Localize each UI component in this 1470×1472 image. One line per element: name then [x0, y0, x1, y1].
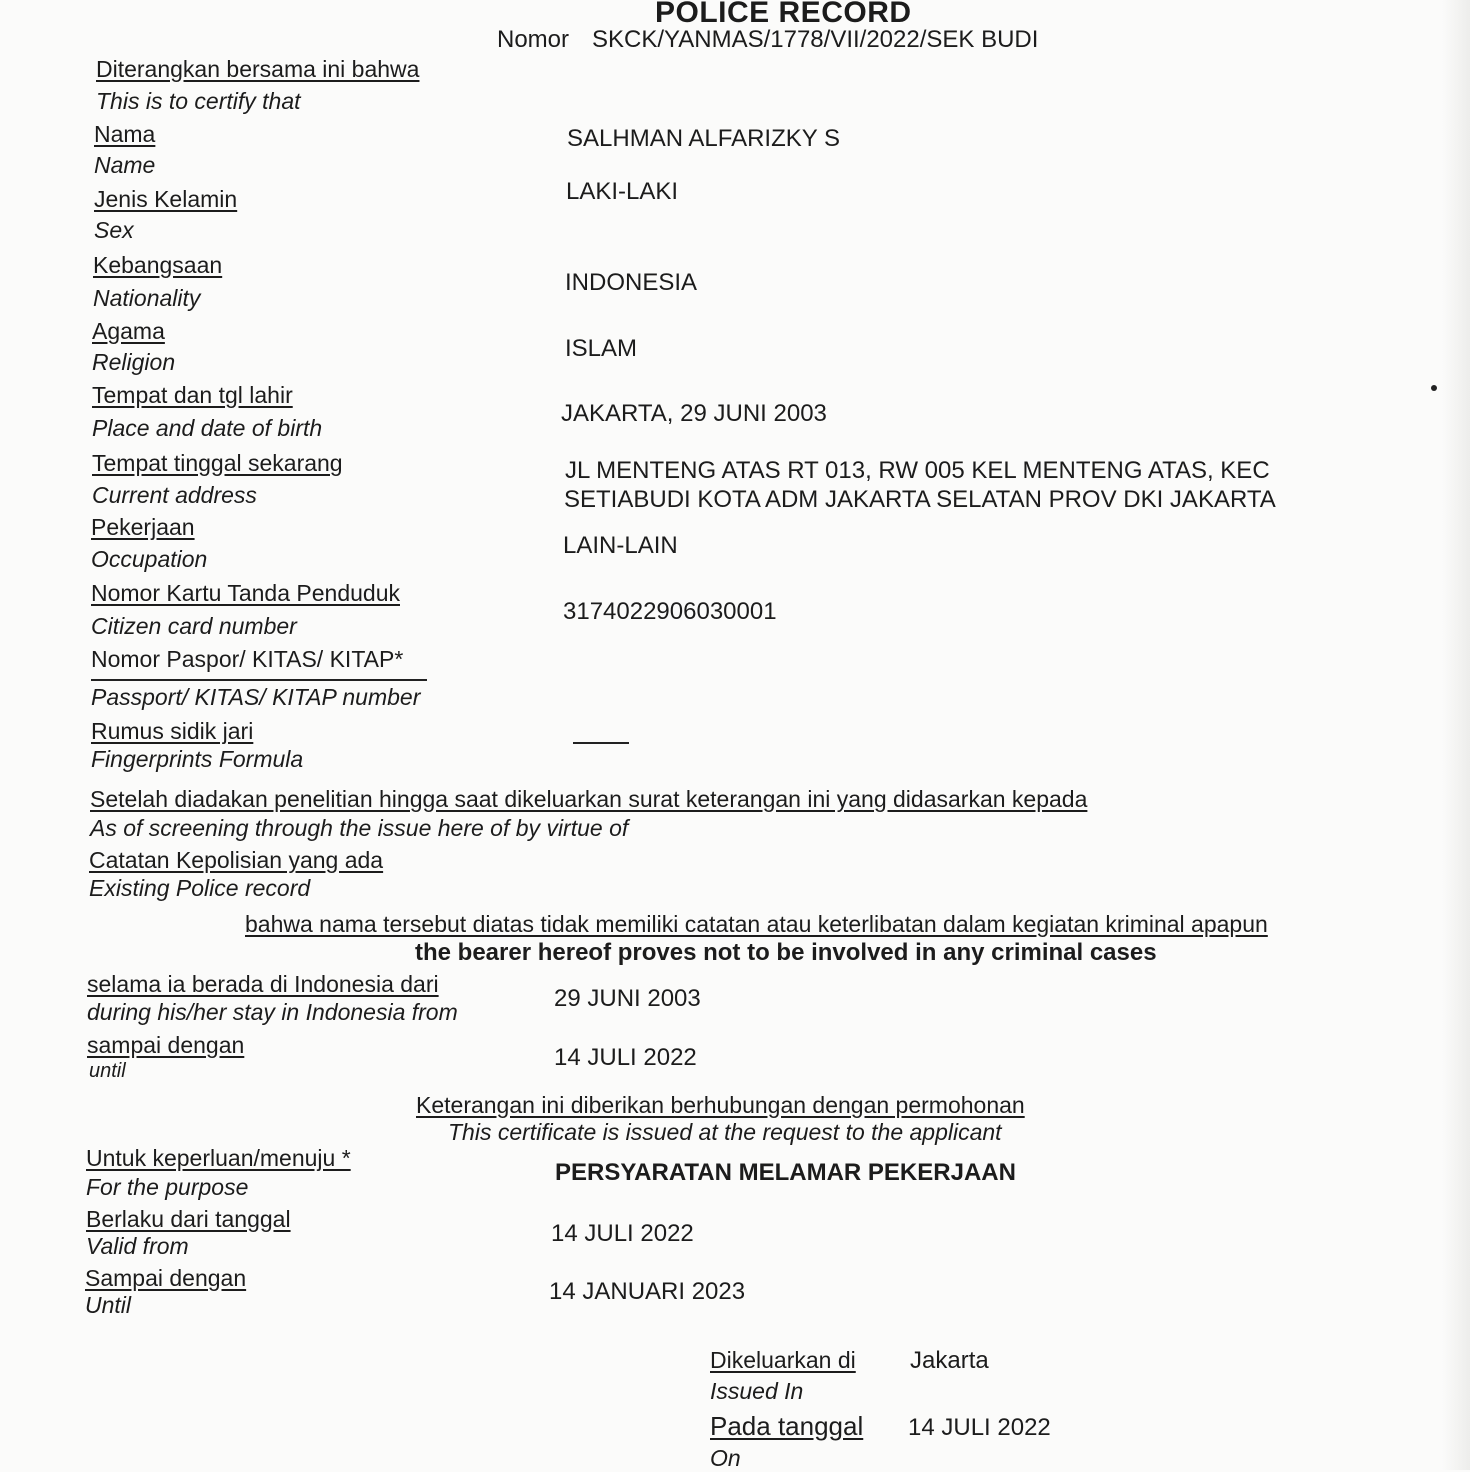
- citizen-card-value: 3174022906030001: [563, 598, 777, 625]
- valid-until-value: 14 JANUARI 2023: [549, 1278, 746, 1305]
- fingerprint-label-en: Fingerprints Formula: [91, 746, 304, 772]
- document-title: POLICE RECORD: [655, 0, 912, 29]
- valid-from-value: 14 JULI 2022: [551, 1220, 694, 1247]
- address-label-id: Tempat tinggal sekarang: [92, 450, 343, 476]
- statement-id: bahwa nama tersebut diatas tidak memiliki catatan atau keterlibatan dalam kegiatan kriminal apapun: [245, 911, 1268, 937]
- valid-until-label-en: Until: [85, 1292, 132, 1318]
- issued-in-value: Jakarta: [910, 1347, 989, 1374]
- address-label-en: Current address: [92, 482, 257, 508]
- record-label-id: Catatan Kepolisian yang ada: [89, 847, 384, 873]
- fingerprint-label-id: Rumus sidik jari: [91, 718, 254, 744]
- birth-label-en: Place and date of birth: [92, 415, 323, 441]
- issued-on-label-en: On: [710, 1445, 741, 1471]
- occupation-label-id: Pekerjaan: [91, 514, 195, 540]
- birth-label-id: Tempat dan tgl lahir: [92, 382, 293, 408]
- name-label-en: Name: [94, 152, 156, 178]
- statement-en: the bearer hereof proves not to be involved in any criminal cases: [415, 939, 1157, 966]
- issued-on-label-id: Pada tanggal: [710, 1411, 864, 1441]
- stay-from-label-id: selama ia berada di Indonesia dari: [87, 971, 439, 997]
- nationality-value: INDONESIA: [565, 269, 698, 296]
- stay-until-value: 14 JULI 2022: [554, 1044, 697, 1071]
- purpose-label-id: Untuk keperluan/menuju *: [86, 1145, 351, 1171]
- nomor-label: Nomor: [497, 26, 570, 53]
- sex-label-id: Jenis Kelamin: [94, 186, 238, 212]
- sex-label-en: Sex: [94, 217, 134, 243]
- passport-label-id: Nomor Paspor/ KITAS/ KITAP*: [91, 646, 404, 672]
- stay-until-label-id: sampai dengan: [87, 1032, 245, 1058]
- occupation-value: LAIN-LAIN: [563, 532, 678, 559]
- stay-until-label-en: until: [89, 1060, 126, 1082]
- valid-from-label-en: Valid from: [86, 1233, 189, 1259]
- issued-on-value: 14 JULI 2022: [908, 1414, 1051, 1441]
- religion-label-id: Agama: [92, 318, 165, 344]
- purpose-value: PERSYARATAN MELAMAR PEKERJAAN: [555, 1159, 1016, 1186]
- address-value-line2: SETIABUDI KOTA ADM JAKARTA SELATAN PROV DKI JAKARTA: [564, 486, 1276, 513]
- record-label-en: Existing Police record: [89, 875, 311, 901]
- birth-value: JAKARTA, 29 JUNI 2003: [561, 400, 827, 427]
- fingerprint-blank-line: [573, 742, 629, 744]
- passport-underline: [91, 679, 427, 681]
- religion-label-en: Religion: [92, 349, 176, 375]
- stay-from-label-en: during his/her stay in Indonesia from: [87, 999, 458, 1025]
- request-label-en: This certificate is issued at the request to the applicant: [448, 1119, 1002, 1145]
- nomor-value: SKCK/YANMAS/1778/VII/2022/SEK BUDI: [592, 26, 1039, 53]
- nationality-label-id: Kebangsaan: [93, 252, 223, 278]
- sex-value: LAKI-LAKI: [566, 178, 679, 205]
- citizen-card-label-id: Nomor Kartu Tanda Penduduk: [91, 580, 400, 606]
- occupation-label-en: Occupation: [91, 546, 208, 572]
- issued-in-label-id: Dikeluarkan di: [710, 1347, 856, 1373]
- issued-in-label-en: Issued In: [710, 1378, 804, 1404]
- page-edge-shadow: [1442, 0, 1470, 1470]
- valid-until-label-id: Sampai dengan: [85, 1265, 247, 1291]
- name-label-id: Nama: [94, 121, 156, 147]
- purpose-label-en: For the purpose: [86, 1174, 249, 1200]
- passport-label-en: Passport/ KITAS/ KITAP number: [91, 684, 421, 710]
- ink-dot: [1431, 385, 1437, 391]
- stay-from-value: 29 JUNI 2003: [554, 985, 701, 1012]
- intro-label-en: This is to certify that: [96, 88, 301, 114]
- address-value-line1: JL MENTENG ATAS RT 013, RW 005 KEL MENTENG ATAS, KEC: [565, 457, 1270, 484]
- nationality-label-en: Nationality: [93, 285, 201, 311]
- valid-from-label-id: Berlaku dari tanggal: [86, 1206, 291, 1232]
- screening-label-en: As of screening through the issue here of by virtue of: [90, 815, 629, 841]
- screening-label-id: Setelah diadakan penelitian hingga saat dikeluarkan surat keterangan ini yang didasarkan kepada: [90, 786, 1088, 812]
- intro-label-id: Diterangkan bersama ini bahwa: [96, 56, 420, 82]
- request-label-id: Keterangan ini diberikan berhubungan dengan permohonan: [416, 1092, 1025, 1118]
- religion-value: ISLAM: [565, 335, 638, 362]
- name-value: SALHMAN ALFARIZKY S: [567, 125, 840, 152]
- citizen-card-label-en: Citizen card number: [91, 613, 297, 639]
